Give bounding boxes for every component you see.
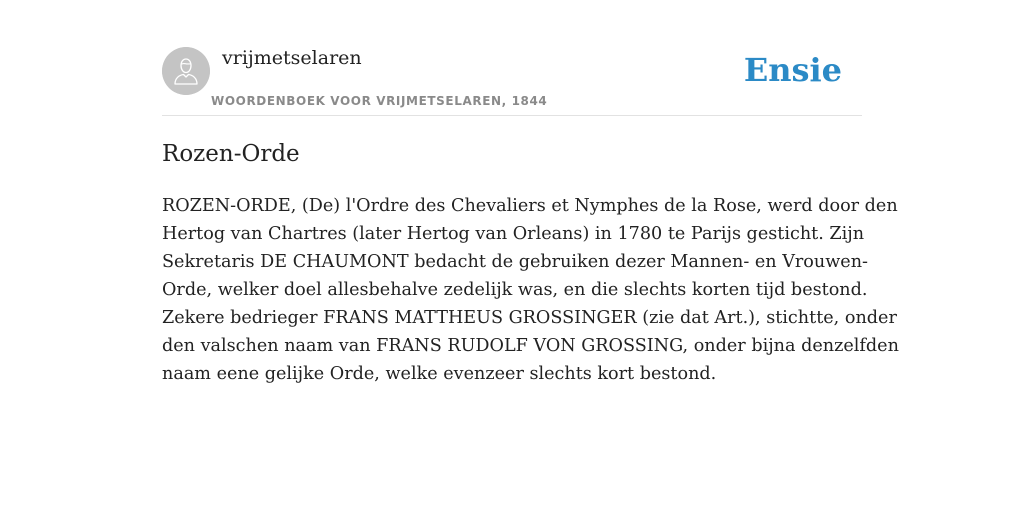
entry-body-line: Orde, welker doel allesbehalve zedelijk was, en die slechts korten tijd bestond. <box>162 280 868 300</box>
brand-logo[interactable]: Ensie <box>743 51 842 89</box>
entry-body-line: Sekretaris DE CHAUMONT bedacht de gebruiken dezer Mannen- en Vrouwen- <box>162 252 868 272</box>
avatar[interactable] <box>162 47 210 95</box>
user-icon <box>162 47 210 95</box>
page <box>162 0 899 512</box>
entry-body-line: den valschen naam van FRANS RUDOLF VON GROSSING, onder bijna denzelfden <box>162 336 899 356</box>
header <box>162 46 862 116</box>
entry-body-line: naam eene gelijke Orde, welke evenzeer slechts kort bestond. <box>162 364 717 384</box>
header-divider <box>162 115 862 116</box>
entry-body-line: Zekere bedrieger FRANS MATTHEUS GROSSINGER (zie dat Art.), stichtte, onder <box>162 308 897 328</box>
entry-title: Rozen-Orde <box>162 141 300 167</box>
author-name[interactable]: vrijmetselaren <box>222 47 362 69</box>
source-title[interactable]: WOORDENBOEK VOOR VRIJMETSELAREN, 1844 <box>211 94 548 108</box>
entry-body-line: Hertog van Chartres (later Hertog van Orleans) in 1780 te Parijs gesticht. Zijn <box>162 224 865 244</box>
entry-body <box>162 192 899 388</box>
entry-body-line: ROZEN-ORDE, (De) l'Ordre des Chevaliers et Nymphes de la Rose, werd door den <box>162 196 898 216</box>
